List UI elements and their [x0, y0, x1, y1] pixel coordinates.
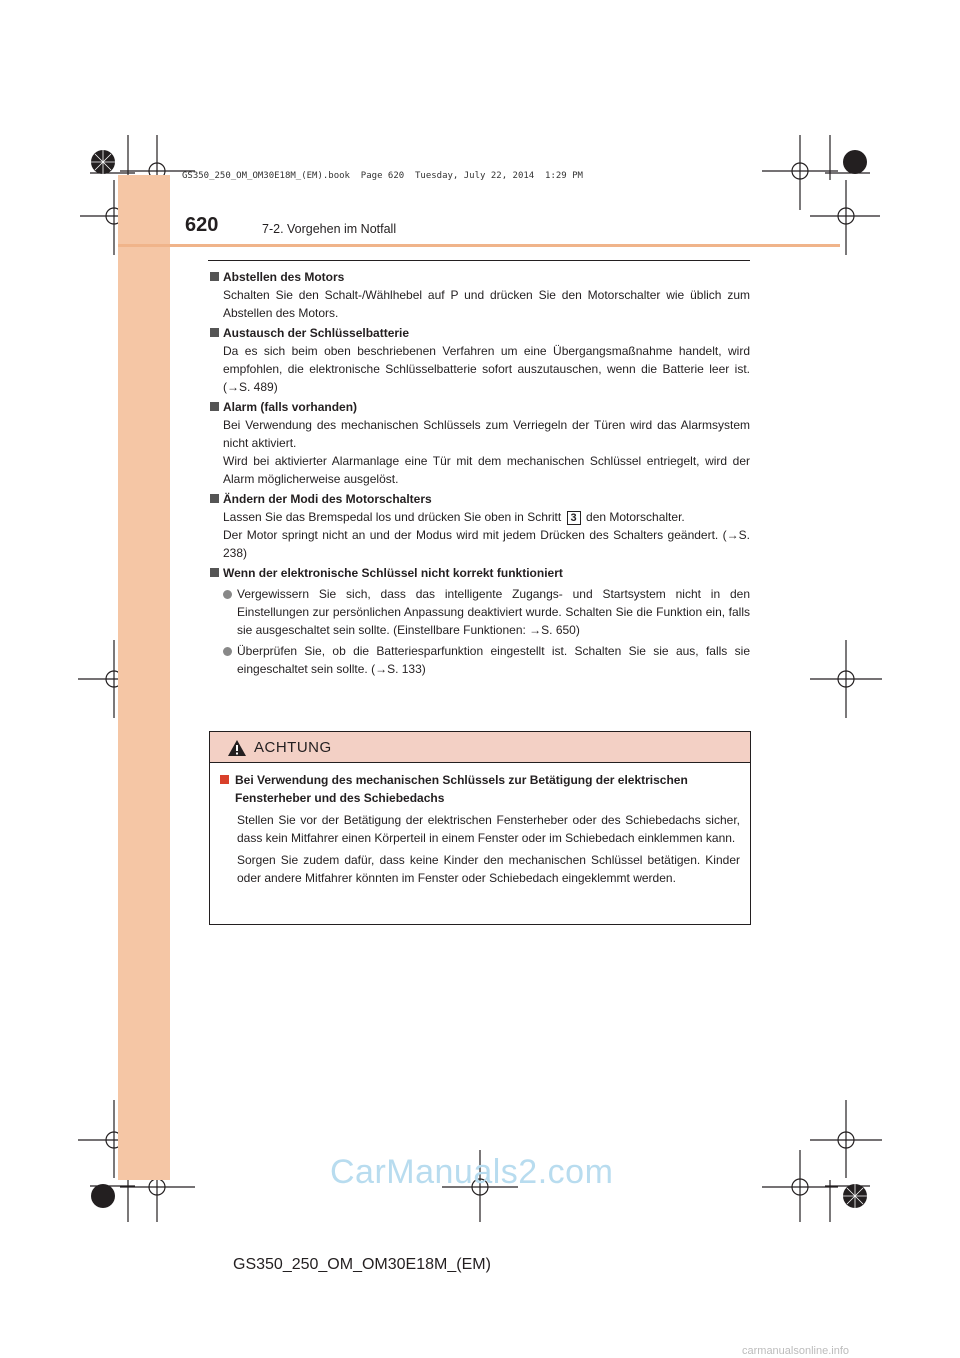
chapter-side-tab	[118, 175, 170, 1180]
section-paragraph: Schalten Sie den Schalt-/Wählhebel auf P und drücken Sie den Motorschalter wie üblich zum Abstellen des Motors.	[223, 288, 750, 320]
footer-doc-code: GS350_250_OM_OM30E18M_(EM)	[233, 1256, 491, 1273]
square-bullet-icon	[210, 328, 219, 337]
main-content	[208, 268, 750, 680]
watermark-site: carmanualsonline.info	[742, 1345, 850, 1357]
book-stamp: GS350_250_OM_OM30E18M_(EM).book Page 620 Tuesday, July 22, 2014 1:29 PM	[182, 171, 583, 181]
section-engine-switch-modes	[208, 490, 750, 562]
section-paragraph	[223, 508, 750, 526]
square-bullet-icon	[210, 494, 219, 503]
section-alarm	[208, 398, 750, 488]
warning-header	[210, 732, 750, 763]
text-fragment: Lassen Sie das Bremspedal los und drücken Sie oben in Schritt	[223, 510, 562, 524]
section-stop-engine	[208, 268, 750, 322]
step-number-badge: 3	[567, 511, 581, 525]
warning-box	[209, 731, 751, 925]
section-title: 7-2. Vorgehen im Notfall	[262, 222, 397, 236]
header-rule	[118, 244, 840, 247]
section-key-malfunction	[208, 564, 750, 678]
watermark: CarManuals2.com	[330, 1153, 614, 1191]
section-paragraph: Wird bei aktivierter Alarmanlage eine Tür mit dem mechanischen Schlüssel entriegelt, wird der Alarm möglicherweise ausgelöst.	[223, 454, 750, 486]
warning-paragraph: Sorgen Sie zudem dafür, dass keine Kinder den mechanischen Schlüssel betätigen. Kinder oder andere Mitfahrer könnten im Fenster oder Schiebedach eingeklemmt werden.	[237, 853, 740, 885]
section-heading: Abstellen des Motors	[223, 270, 345, 284]
content-rule	[208, 260, 750, 261]
square-bullet-icon	[210, 272, 219, 281]
warning-paragraph: Stellen Sie vor der Betätigung der elektrischen Fensterheber oder des Schiebedachs sicher, dass kein Mitfahrer einen Körperteil in einem Fenster oder im Schiebedach einklemmen kann.	[237, 813, 740, 845]
section-paragraph: Da es sich beim oben beschriebenen Verfahren um eine Übergangsmaßnahme handelt, wird empfohlen, die elektronische Schlüsselbatterie sofort auszutauschen, wenn die Batterie leer ist. (→S. 489)	[223, 344, 750, 394]
page-number: 620	[185, 214, 219, 236]
warning-body	[210, 763, 750, 887]
list-item-text: Vergewissern Sie sich, dass das intelligente Zugangs- und Startsystem nicht in den Einstellungen zur persönlichen Anpassung deaktiviert wurde. Schalten Sie die Funktion ein, falls sie ausgeschaltet sein sollte. (Einstellbare Funktionen: →S. 650)	[237, 587, 750, 637]
section-paragraph: Bei Verwendung des mechanischen Schlüssels zum Verriegeln der Türen wird das Alarmsystem nicht aktiviert.	[223, 418, 750, 450]
section-paragraph: Der Motor springt nicht an und der Modus wird mit jedem Drücken des Schalters geändert. (→S. 238)	[223, 528, 750, 560]
section-key-battery	[208, 324, 750, 396]
warning-heading: Bei Verwendung des mechanischen Schlüssels zur Betätigung der elektrischen Fensterheber und des Schiebedachs	[235, 773, 688, 805]
section-heading: Austausch der Schlüsselbatterie	[223, 326, 410, 340]
list-item	[223, 585, 750, 639]
round-bullet-icon	[223, 590, 232, 599]
section-heading: Alarm (falls vorhanden)	[223, 400, 358, 414]
section-heading: Ändern der Modi des Motorschalters	[223, 492, 432, 506]
square-bullet-icon	[220, 775, 229, 784]
section-heading: Wenn der elektronische Schlüssel nicht korrekt funktioniert	[223, 566, 563, 580]
square-bullet-icon	[210, 568, 219, 577]
list-item	[223, 642, 750, 678]
list-item-text: Überprüfen Sie, ob die Batteriesparfunktion eingestellt ist. Schalten Sie sie aus, falls sie eingeschaltet sein sollte. (→S. 133)	[237, 644, 750, 676]
warning-title: ACHTUNG	[254, 739, 332, 756]
warning-triangle-icon	[227, 739, 247, 757]
round-bullet-icon	[223, 647, 232, 656]
square-bullet-icon	[210, 402, 219, 411]
text-fragment: den Motorschalter.	[586, 510, 685, 524]
